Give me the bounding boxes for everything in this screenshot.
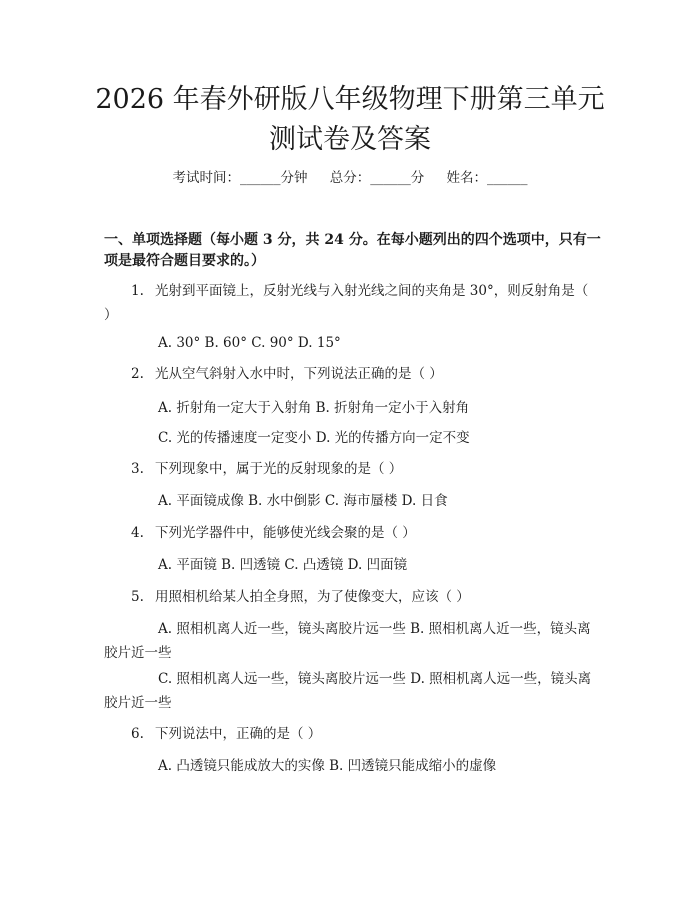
question-stem: 光射到平面镜上，反射光线与入射光线之间的夹角是 30°，则反射角是（ ）: [104, 283, 589, 323]
page-title: 2026 年春外研版八年级物理下册第三单元测试卷及答案: [95, 84, 605, 155]
question-number: 5.: [131, 589, 144, 605]
option-line: A. 30° B. 60° C. 90° D. 15°: [158, 335, 341, 351]
question-stem: 下列光学器件中，能够使光线会聚的是（ ）: [155, 525, 416, 541]
question-6: [104, 722, 596, 746]
question-2-options-b: [104, 426, 596, 450]
option-line: A. 折射角一定大于入射角 B. 折射角一定小于入射角: [158, 400, 470, 416]
question-2: [104, 362, 596, 386]
question-number: 3.: [131, 461, 144, 477]
exam-score: 总分：______分: [329, 170, 425, 186]
question-number: 1.: [131, 283, 144, 299]
question-3: [104, 457, 596, 481]
question-number: 6.: [131, 726, 144, 742]
question-number: 2.: [131, 366, 144, 382]
question-3-options: [104, 489, 596, 513]
option-line: A. 平面镜 B. 凹透镜 C. 凸透镜 D. 凹面镜: [158, 557, 408, 573]
question-5-options-b: [104, 667, 596, 715]
exam-time: 考试时间：______分钟: [172, 170, 308, 186]
option-line: C. 光的传播速度一定变小 D. 光的传播方向一定不变: [158, 430, 470, 446]
question-stem: 下列现象中，属于光的反射现象的是（ ）: [155, 461, 403, 477]
question-1: [104, 279, 596, 327]
question-6-options: [104, 754, 596, 778]
question-number: 4.: [131, 525, 144, 541]
question-stem: 用照相机给某人拍全身照，为了使像变大，应该（ ）: [155, 589, 470, 605]
question-4-options: [104, 553, 596, 577]
exam-info: [0, 168, 700, 188]
question-stem: 光从空气斜射入水中时，下列说法正确的是（ ）: [155, 366, 443, 382]
question-1-options: [104, 331, 596, 355]
question-5-options-a: [104, 617, 596, 665]
question-5: [104, 585, 596, 609]
section-heading: 一、单项选择题（每小题 3 分，共 24 分。在每小题列出的四个选项中，只有一项是最符合题目要求的。）: [104, 232, 601, 269]
question-stem: 下列说法中，正确的是（ ）: [155, 726, 322, 742]
option-line: A. 照相机离人近一些，镜头离胶片远一些 B. 照相机离人近一些，镜头离胶片近一些: [104, 621, 591, 661]
option-line: A. 平面镜成像 B. 水中倒影 C. 海市蜃楼 D. 日食: [158, 493, 448, 509]
option-line: A. 凸透镜只能成放大的实像 B. 凹透镜只能成缩小的虚像: [158, 758, 497, 774]
option-line: C. 照相机离人远一些，镜头离胶片远一些 D. 照相机离人远一些，镜头离胶片近一些: [104, 671, 592, 711]
exam-name: 姓名：______: [446, 170, 528, 186]
question-4: [104, 521, 596, 545]
question-2-options-a: [104, 396, 596, 420]
